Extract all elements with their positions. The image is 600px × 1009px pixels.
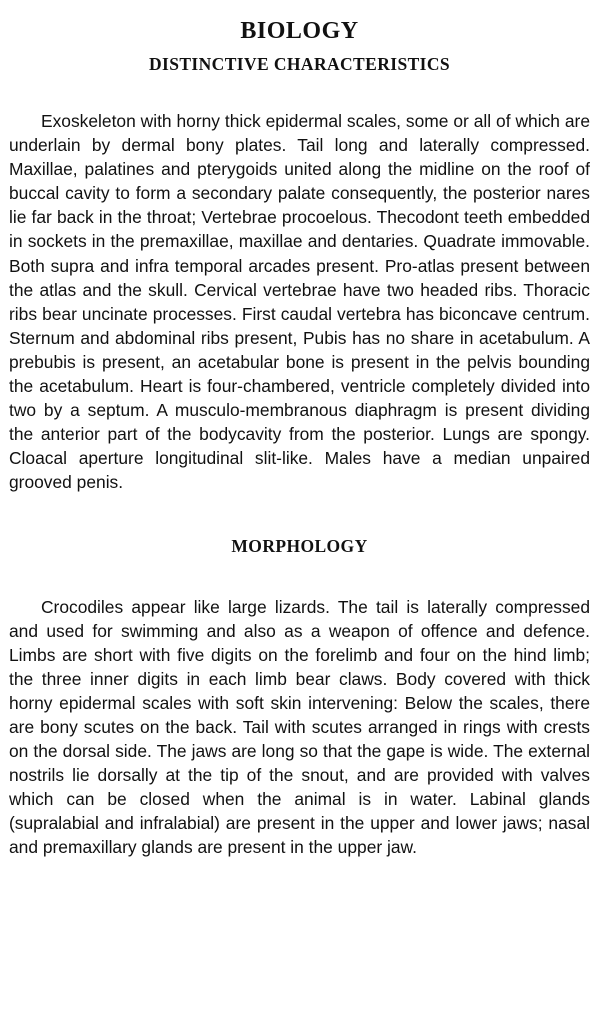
section-heading-morphology: MORPHOLOGY <box>231 535 368 556</box>
section-heading-distinctive-characteristics: DISTINCTIVE CHARACTERISTICS <box>148 54 451 74</box>
page-title: BIOLOGY <box>240 18 359 44</box>
morphology-paragraph: Crocodiles appear like large lizards. The tail is laterally compressed and used for swimming and also as a weapon of offence and defence. Limbs are short with five digits on the forelimb and four on the hind limb; the three inner digits in each limb bear claws. Body covered with thick horny epidermal scales with soft skin intervening: Below the scales, there are bony scutes on the back. Tail with scutes arranged in rings with crests on the dorsal side. The jaws are long so that the gape is wide. The external nostrils lie dorsally at the tip of the snout, and are provided with valves which can be closed when the animal is in water. Labinal glands (supralabial and infralabial) are present in the upper and lower jaws; nasal and premaxillary glands are present in the upper jaw. <box>9 596 590 858</box>
characteristics-paragraph: Exoskeleton with horny thick epidermal scales, some or all of which are underlain by dermal bony plates. Tail long and laterally compressed. Maxillae, palatines and pterygoids united along the midline on the roof of buccal cavity to form a secondary palate consequently, the posterior nares lie far back in the throat; Vertebrae procoelous. Thecodont teeth embedded in sockets in the premaxillae, maxillae and dentaries. Quadrate immovable. Both supra and infra temporal arcades present. Pro-atlas present between the atlas and the skull. Cervical vertebrae have two headed ribs. Thoracic ribs bear uncinate processes. First caudal vertebra has biconcave centrum. Sternum and abdominal ribs present, Pubis has no share in acetabulum. A prebubis is present, an acetabular bone is present in the pelvis bounding the acetabulum. Heart is four-chambered, ventricle completely divided into two by a septum. A musculo-membranous diaphragm is present dividing the anterior part of the bodycavity from the posterior. Lungs are spongy. Cloacal aperture longitudinal slit-like. Males have a median unpaired grooved penis. <box>9 111 590 493</box>
